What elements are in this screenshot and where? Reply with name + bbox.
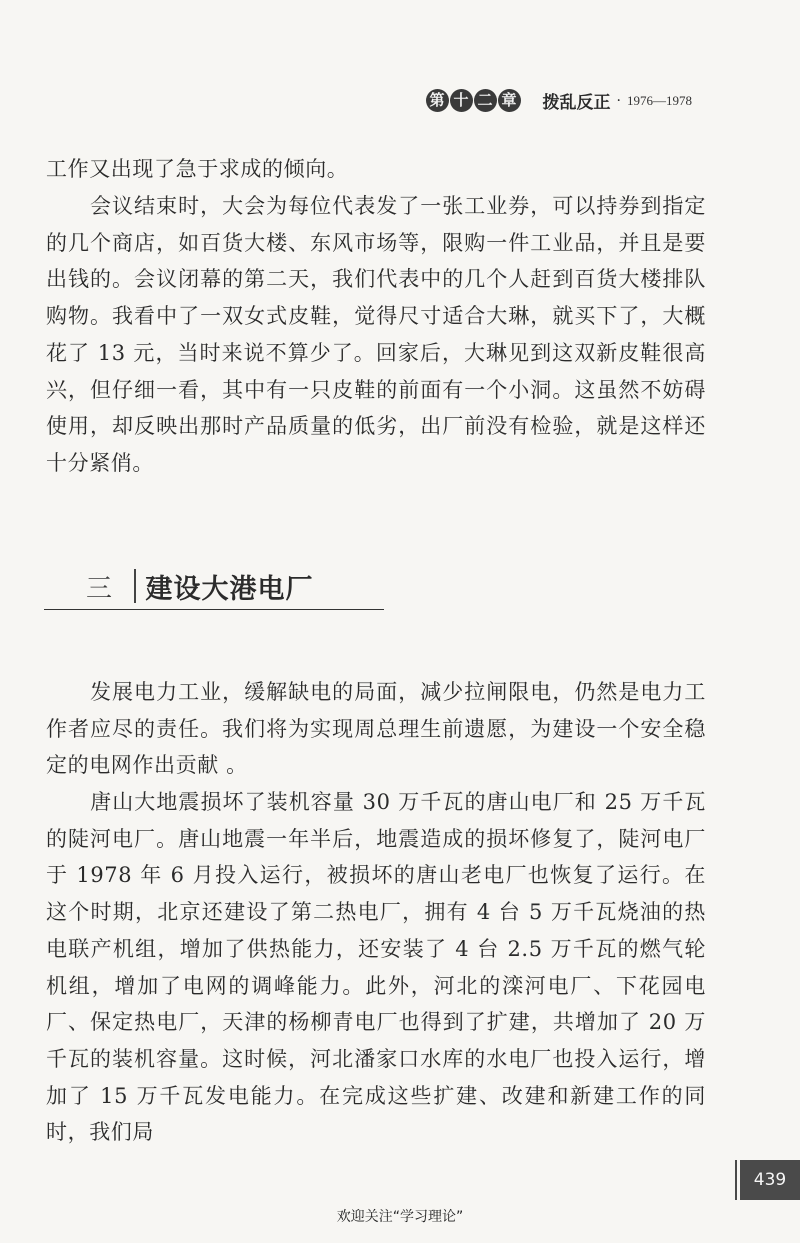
chapter-char: 二: [474, 89, 497, 112]
section-title: 建设大港电厂: [145, 573, 314, 605]
paragraph: 唐山大地震损坏了装机容量 30 万千瓦的唐山电厂和 25 万千瓦的陡河电厂。唐山地震一年半后，地震造成的损坏修复了，陡河电厂于 1978 年 6 月投入运行，被损坏的唐山老电厂也恢复了运行。在这个时期，北京还建设了第二热电厂，拥有 4 台 5 万千瓦烧油的热电联产机组，增加了供热能力，还安装了 4 台 2.5 万千瓦的燃气轮机组，增加了电网的调峰能力。此外，河北的滦河电厂、下花园电厂、保定热电厂，天津的杨柳青电厂也得到了扩建，共增加了 20 万千瓦的装机容量。这时候，河北潘家口水库的水电厂也投入运行，增加了 15 万千瓦发电能力。在完成这些扩建、改建和新建工作的同时，我们局: [46, 790, 706, 1145]
page-number: 439: [740, 1160, 800, 1200]
section-heading: [44, 563, 384, 610]
chapter-label: [426, 89, 521, 112]
paragraph: 会议结束时，大会为每位代表发了一张工业券，可以持券到指定的几个商店，如百货大楼、东风市场等，限购一件工业品，并且是要出钱的。会议闭幕的第二天，我们代表中的几个人赶到百货大楼排队购物。我看中了一双女式皮鞋，觉得尺寸适合大琳，就买下了，大概花了 13 元，当时来说不算少了。回家后，大琳见到这双新皮鞋很高兴，但仔细一看，其中有一只皮鞋的前面有一个小洞。这虽然不妨碍使用，却反映出那时产品质量的低劣，出厂前没有检验，就是这样还十分紧俏。: [46, 194, 706, 475]
header-separator: ·: [616, 92, 621, 109]
section-number: 三: [86, 573, 113, 604]
chapter-char: 章: [498, 89, 521, 112]
chapter-char: 第: [426, 89, 449, 112]
paragraph: 工作又出现了急于求成的倾向。: [46, 157, 349, 181]
chapter-title: 拨乱反正: [542, 93, 611, 113]
section-divider: [134, 569, 136, 603]
paragraph: 发展电力工业，缓解缺电的局面，减少拉闸限电，仍然是电力工作者应尽的责任。我们将为实现周总理生前遗愿，为建设一个安全稳定的电网作出贡献 。: [46, 680, 706, 778]
footer-caption: 欢迎关注“学习理论”: [336, 1209, 464, 1225]
chapter-char: 十: [450, 89, 473, 112]
chapter-years: 1976—1978: [627, 92, 692, 108]
running-header: [426, 88, 692, 113]
